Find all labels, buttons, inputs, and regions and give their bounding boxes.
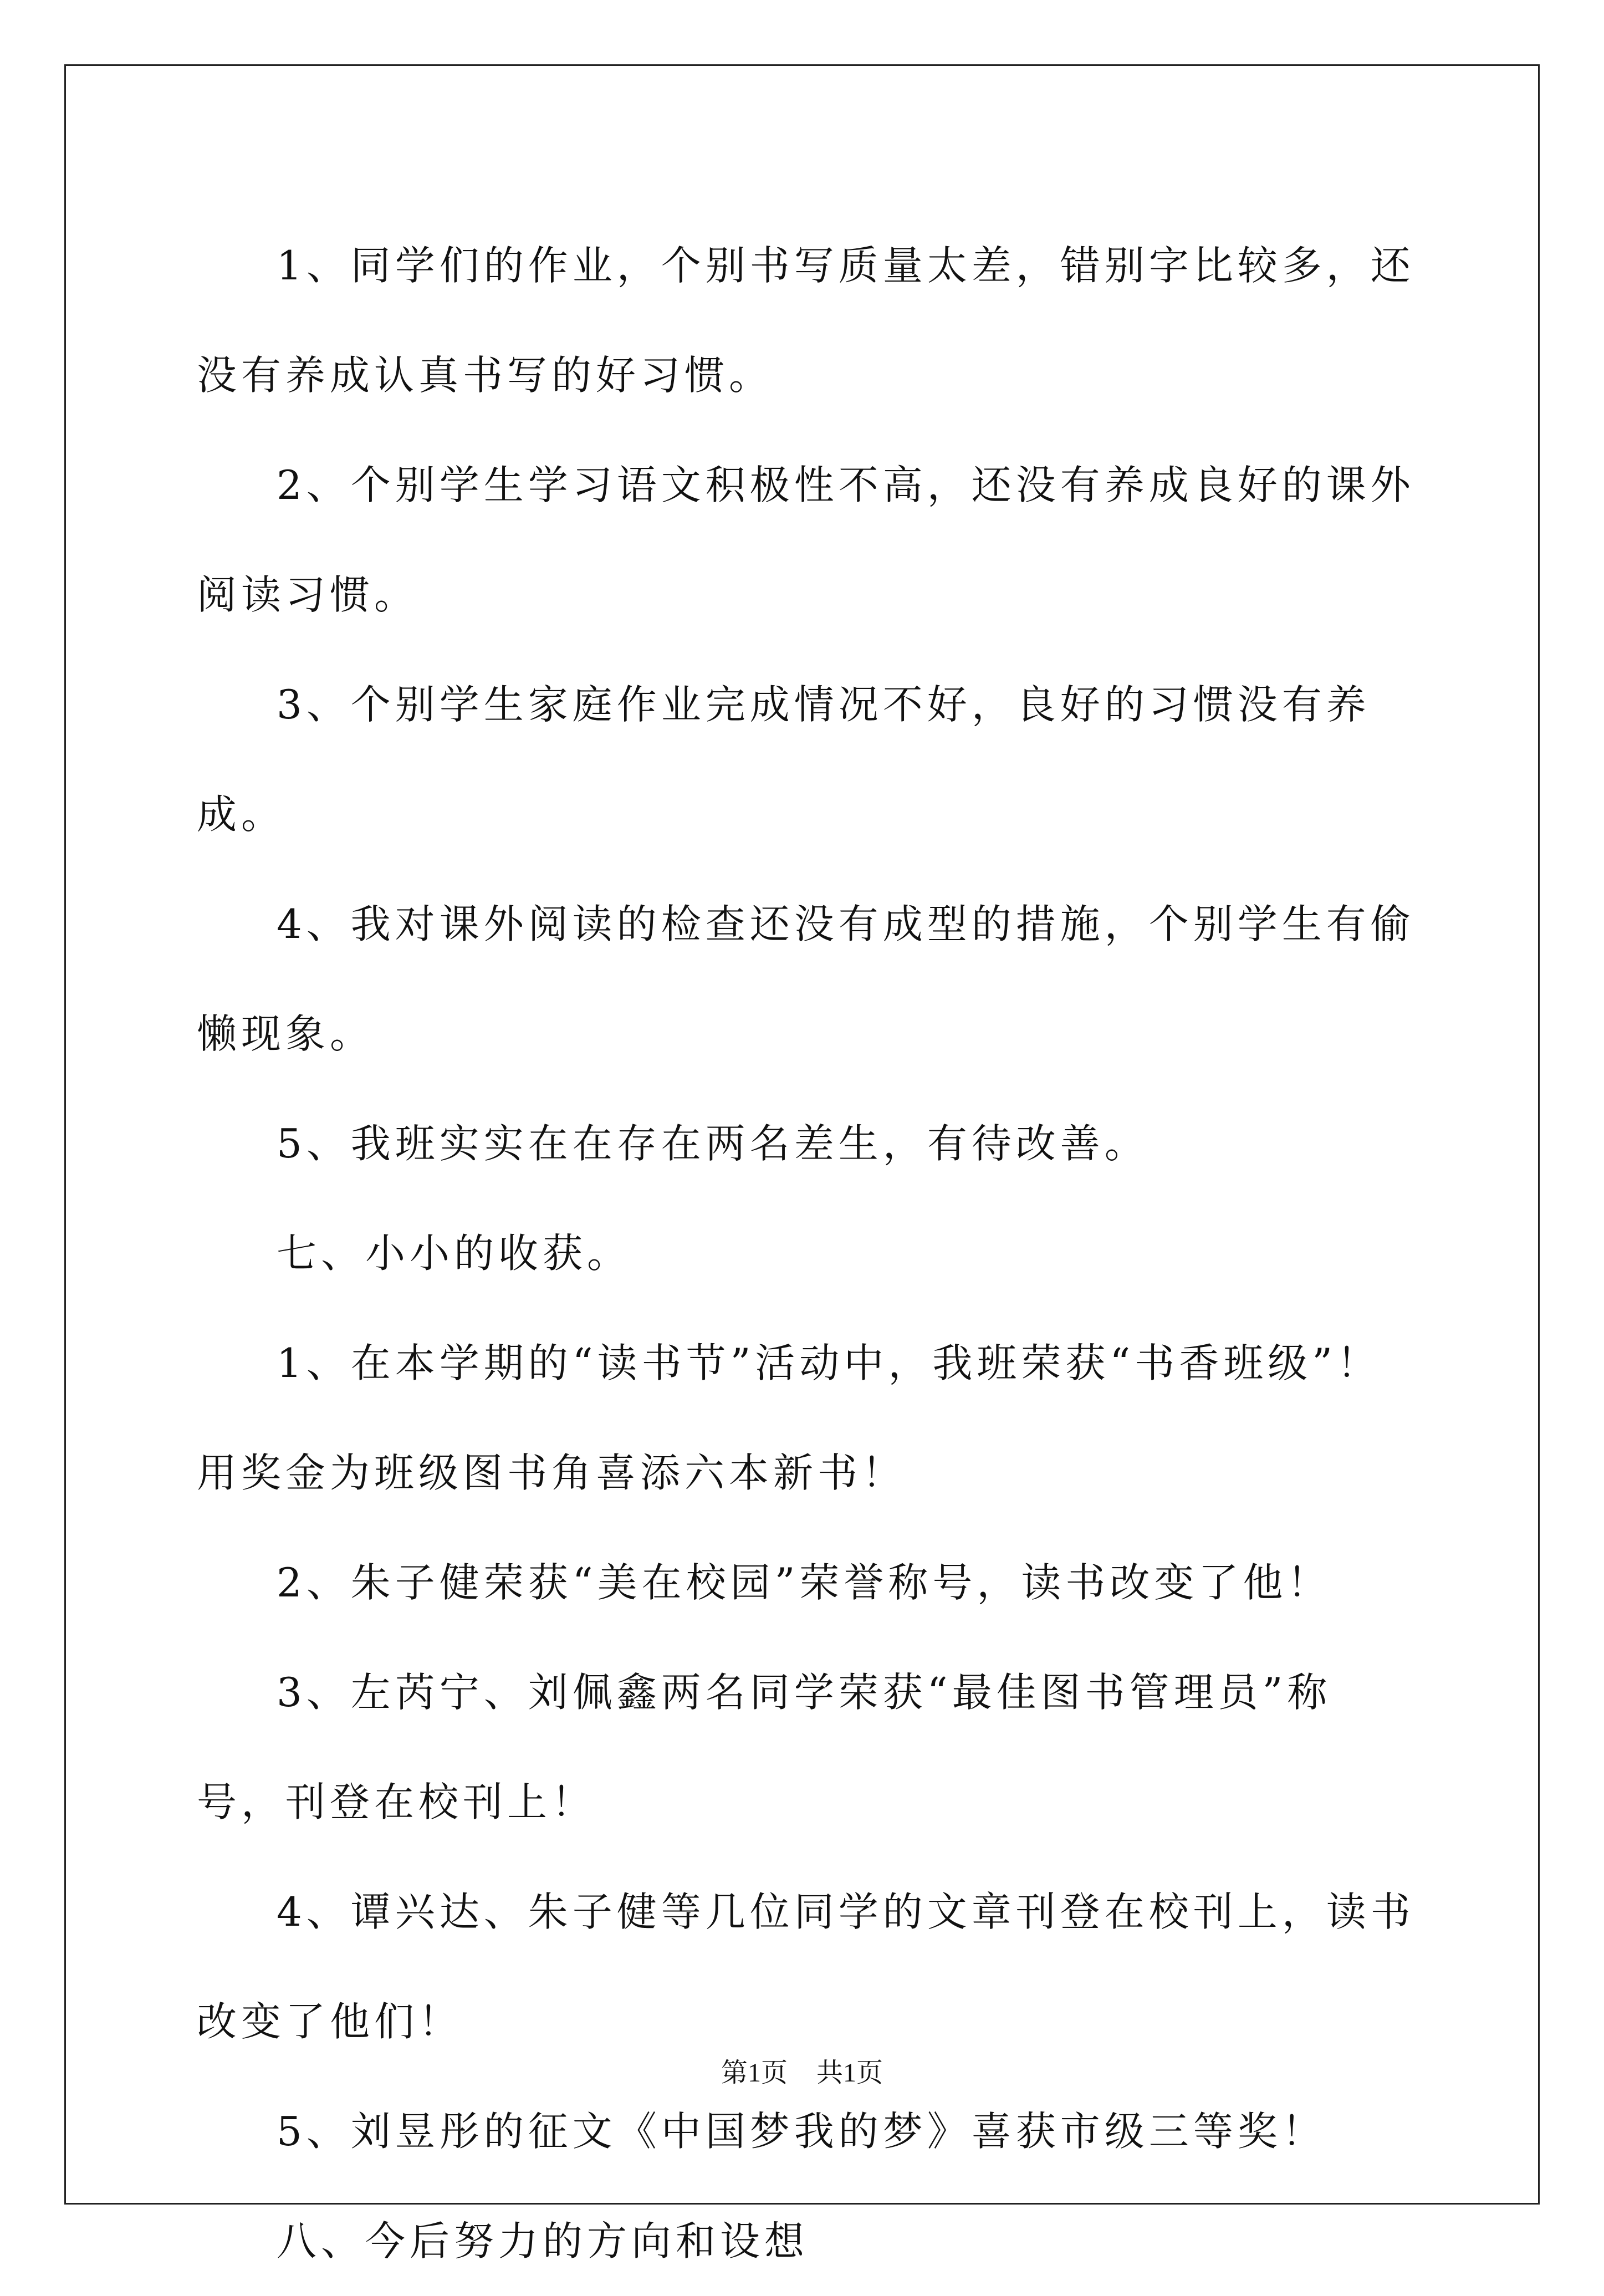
paragraph: 2、个别学生学习语文积极性不高，还没有养成良好的课外阅读习惯。 [197,462,1415,618]
paragraph: 3、左芮宁、刘佩鑫两名同学荣获“最佳图书管理员”称号，刊登在校刊上！ [197,1669,1332,1825]
paragraph: 1、同学们的作业，个别书写质量太差，错别字比较多，还没有养成认真书写的好习惯。 [197,242,1415,399]
page-number: 第1页 [721,2058,788,2088]
section-heading: 七、小小的收获。 [277,1230,632,1277]
paragraph: 5、我班实实在在存在两名差生，有待改善。 [277,1120,1149,1167]
paragraph: 2、朱子健荣获“美在校园”荣誉称号，读书改变了他！ [277,1559,1332,1606]
paragraph: 4、我对课外阅读的检查还没有成型的措施，个别学生有偷懒现象。 [197,901,1415,1057]
paragraph: 4、谭兴达、朱子健等几位同学的文章刊登在校刊上，读书改变了他们！ [197,1889,1415,2045]
page-footer [0,2051,1604,2089]
section-heading: 八、今后努力的方向和设想 [277,2218,809,2264]
paragraph: 3、个别学生家庭作业完成情况不好，良好的习惯没有养成。 [197,681,1371,838]
paragraph: 1、在本学期的“读书节”活动中，我班荣获“书香班级”！用奖金为班级图书角喜添六本新书！ [197,1340,1382,1496]
page-total: 共1页 [816,2058,883,2088]
document-body [197,211,1416,2296]
paragraph: 5、刘昱彤的征文《中国梦我的梦》喜获市级三等奖！ [277,2108,1326,2155]
